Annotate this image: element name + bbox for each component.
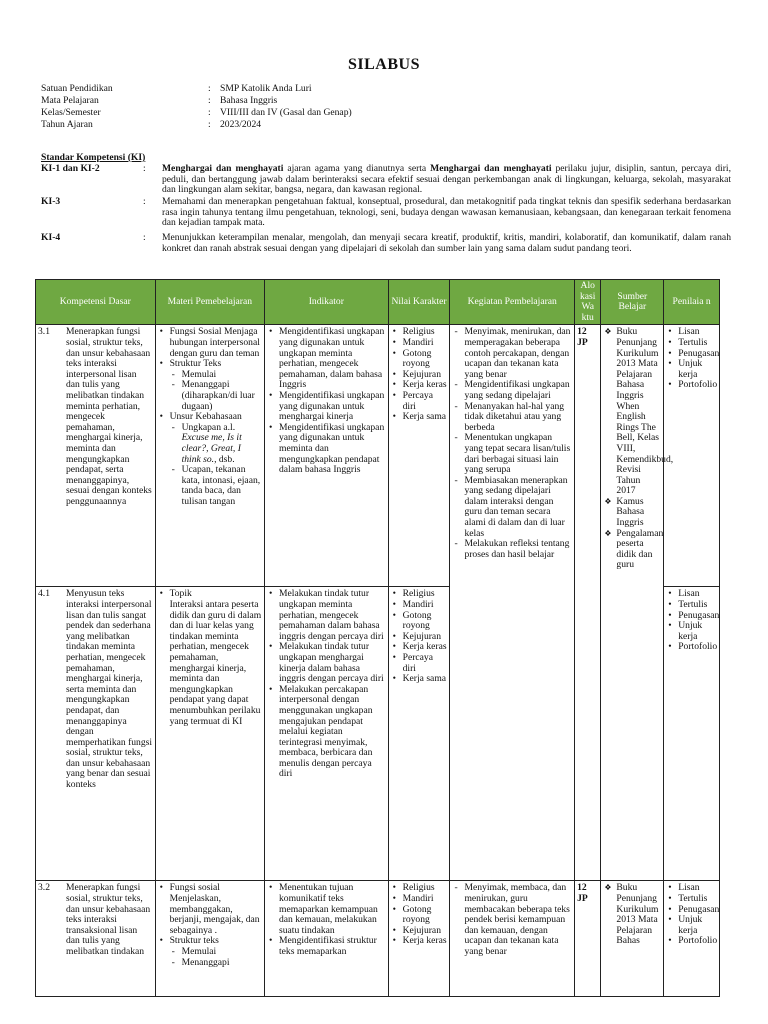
page-title: SILABUS	[348, 56, 420, 73]
indikator-cell	[265, 587, 389, 881]
list-item: • Penugasan	[678, 349, 717, 360]
list-item: • Fungsi Sosial Menjaga hubungan interpersonal dengan guru dan teman	[170, 327, 262, 359]
kd-number: 3.1	[38, 326, 50, 338]
list-item: - Mengidentifikasi ungkapan yang sedang dipelajari	[464, 380, 572, 401]
list-item: • Melakukan percakapan interpersonal dengan menggunakan ungkapan mengajukan pendapat melalui kegiatan terintegrasi menyimak, membaca, berbicara dan menulis dengan percaya diri	[279, 685, 386, 780]
ki-label: KI-3	[41, 196, 61, 207]
info-row-mapel: Mata Pelajaran : Bahasa Inggris	[41, 95, 278, 106]
kegiatan-cell	[450, 325, 575, 881]
list-item: • Penugasan	[678, 611, 717, 622]
info-value: VIII/III dan IV (Gasal dan Genap)	[220, 107, 352, 118]
standar-heading: Standar Kompetensi (KI)	[41, 152, 146, 163]
list-item: • Mengidentifikasi ungkapan yang digunakan untuk ungkapan meminta perhatian, mengecek pemahaman, dalam bahasa Inggris	[279, 327, 386, 391]
list-item: • Kejujuran	[403, 926, 448, 937]
list-item: - Menanyakan hal-hal yang tidak diketahui atau yang berbeda	[464, 402, 572, 434]
list-item: • Kerja keras	[403, 380, 448, 391]
list-item: • Mengidentifikasi ungkapan yang digunakan untuk meminta dan mengungkapkan pendapat dalam bahasa Inggris	[279, 423, 386, 476]
list-item: - Ucapan, tekanan kata, intonasi, ejaan, tanda baca, dan tulisan tangan	[182, 465, 262, 507]
kd-text: Menerapkan fungsi sosial, struktur teks, dan unsur kebahasaan teks interaksi transaksional lisan dan tulis yang melibatkan tindakan	[66, 882, 151, 957]
list-item: • Mengidentifikasi struktur teks memaparkan	[279, 936, 386, 957]
list-item: ❖ Buku Penunjang Kurikulum 2013 Mata Pelajaran Bahas	[616, 883, 661, 947]
info-row-tahun: Tahun Ajaran : 2023/2024	[41, 119, 262, 130]
list-item: • Mandiri	[403, 600, 448, 611]
list-item: • Penugasan	[678, 905, 717, 916]
list-item: • Tertulis	[678, 894, 717, 905]
nilai-cell	[388, 587, 450, 881]
alokasi-cell: 12 JP	[575, 881, 601, 997]
list-item: - Menentukan ungkapan yang tepat secara lisan/tulis dari berbagai situasi lain yang serupa	[464, 433, 572, 475]
ki-label: KI-1 dan KI-2	[41, 163, 100, 174]
col-materi: Materi Pemebelajaran	[155, 280, 264, 325]
list-item: • Unjuk kerja	[678, 359, 717, 380]
list-item: - Menanggapi	[182, 958, 262, 969]
kd-cell	[36, 881, 156, 997]
ki-text: Memahami dan menerapkan pengetahuan faktual, konseptual, prosedural, dan metakognitif pada tingkat teknis dan spesifik sederhana berdasarkan rasa ingin tahunya tentang ilmu pengetahuan, teknologi, seni, budaya dengan wawasan kemanusiaan, kebangsaan, dan kenegaraan terkait fenomena dan kejadian tampak mata.	[162, 196, 731, 229]
info-label: Mata Pelajaran	[41, 95, 99, 106]
col-alokasi: Alo kasi Wa ktu	[575, 280, 601, 325]
list-item: • Religius	[403, 327, 448, 338]
ki-text: Menghargai dan menghayati ajaran agama yang dianutnya serta Menghargai dan menghayati perilaku jujur, disiplin, santun, percaya diri, peduli, dan bertanggung jawab dalam berinteraksi secara efektif sesuai dengan perkembangan anak di lingkungan, keluarga, sekolah, masyarakat dan lingkungan alam sekitar, bangsa, negara, dan kawasan regional.	[162, 163, 731, 196]
identity-block	[41, 83, 352, 131]
table-row	[36, 325, 720, 587]
kd-cell	[36, 587, 156, 881]
materi-cell	[155, 587, 264, 881]
list-item: • Tertulis	[678, 600, 717, 611]
info-label: Tahun Ajaran	[41, 119, 93, 130]
list-item: • Gotong royong	[403, 611, 448, 632]
info-value: SMP Katolik Anda Luri	[220, 83, 312, 94]
penilaian-cell	[664, 881, 720, 997]
list-item: • Fungsi sosial Menjelaskan, membanggakan, berjanji, mengajak, dan sebagainya .	[170, 883, 262, 936]
col-nilai-karakter: Nilai Karakter	[388, 280, 450, 325]
col-kegiatan: Kegiatan Pembelajaran	[450, 280, 575, 325]
ki-3: KI-3 : Memahami dan menerapkan pengetahuan faktual, konseptual, prosedural, dan metakognitif pada tingkat teknis dan spesifik sederhana berdasarkan rasa ingin tahunya tentang ilmu pengetahuan, teknologi, seni, budaya dengan wawasan kemanusiaan, kebangsaan, dan kenegaraan terkait fenomena dan kejadian tampak mata.	[41, 196, 731, 229]
info-label: Kelas/Semester	[41, 107, 101, 118]
list-item: • Lisan	[678, 883, 717, 894]
kegiatan-cell	[450, 881, 575, 997]
ki-text: Menunjukkan keterampilan menalar, mengolah, dan menyaji secara kreatif, produktif, kritis, mandiri, kolaboratif, dan komunikatif, dalam ranah konkret dan ranah abstrak sesuai dengan yang dipelajari di sekolah dan sumber lain yang sama dalam sudut pandang teori.	[162, 232, 731, 254]
list-item: - Menyimak, menirukan, dan memperagakan beberapa contoh percakapan, dengan ucapan dan tekanan kata yang benar	[464, 327, 572, 380]
list-item: • Lisan	[678, 589, 717, 600]
nilai-cell	[388, 881, 450, 997]
materi-cell	[155, 881, 264, 997]
list-item: • Unjuk kerja	[678, 915, 717, 936]
list-item: • Unsur Kebahasaan - Ungkapan a.l. Excuse me, Is it clear?, Great, I think so., dsb. - Ucapan, tekanan kata, intonasi, ejaan, tanda baca, dan tulisan tangan	[170, 412, 262, 507]
list-item: • Lisan	[678, 327, 717, 338]
indikator-cell	[265, 325, 389, 587]
list-item: • Portofolio	[678, 936, 717, 947]
list-item: • Kejujuran	[403, 370, 448, 381]
kd-number: 4.1	[38, 588, 50, 600]
list-item: • Mandiri	[403, 338, 448, 349]
list-item: • Mengidentifikasi ungkapan yang digunakan untuk menghargai kinerja	[279, 391, 386, 423]
list-item: • Topik Interaksi antara peserta didik dan guru di dalam dan di luar kelas yang tindakan meminta perhatian, mengecek pemahaman, menghargai kinerja, meminta dan mengungkapkan pendapat yang dapat menumbuhkan perilaku yang termuat di KI	[170, 589, 262, 727]
ki-label: KI-4	[41, 232, 61, 243]
list-item: • Melakukan tindak tutur ungkapan menghargai kinerja dalam bahasa inggris dengan percaya diri	[279, 642, 386, 684]
list-item: • Melakukan tindak tutur ungkapan meminta perhatian, mengecek pemahaman dalam bahasa inggris dengan percaya diri	[279, 589, 386, 642]
kd-text: Menerapkan fungsi sosial, struktur teks, dan unsur kebahasaan teks interaksi interpersonal lisan dan tulis yang melibatkan tindakan meminta perhatian, mengecek pemahaman, menghargai kinerja, meminta dan mengungkapkan pendapat, serta menanggapinya, sesuai dengan konteks penggunaannya	[66, 326, 152, 507]
list-item: ❖ Pengalaman peserta didik dan guru	[616, 529, 661, 571]
list-item: • Religius	[403, 883, 448, 894]
list-item: • Unjuk kerja	[678, 621, 717, 642]
kd-cell	[36, 325, 156, 587]
col-sumber: Sumber Belajar	[601, 280, 664, 325]
list-item: - Ungkapan a.l. Excuse me, Is it clear?, Great, I think so., dsb.	[182, 423, 262, 465]
list-item: • Kerja keras	[403, 642, 448, 653]
info-row-kelas: Kelas/Semester : VIII/III dan IV (Gasal dan Genap)	[41, 107, 352, 118]
list-item: • Kerja keras	[403, 936, 448, 947]
alokasi-cell: 12 JP	[575, 325, 601, 881]
list-item: ❖ Kamus Bahasa Inggris	[616, 497, 661, 529]
syllabus-table	[35, 279, 720, 997]
list-item: - Memulai	[182, 370, 262, 381]
list-item: • Mandiri	[403, 894, 448, 905]
list-item: • Tertulis	[678, 338, 717, 349]
ki-1-2: KI-1 dan KI-2 : Menghargai dan menghayati ajaran agama yang dianutnya serta Menghargai dan menghayati perilaku jujur, disiplin, santun, percaya diri, peduli, dan bertanggung jawab dalam berinteraksi secara efektif sesuai dengan perkembangan anak di lingkungan, keluarga, sekolah, masyarakat dan lingkungan alam sekitar, bangsa, negara, dan kawasan regional.	[41, 163, 731, 196]
list-item: - Melakukan refleksi tentang proses dan hasil belajar	[464, 539, 572, 560]
sumber-cell	[601, 325, 674, 881]
list-item: • Struktur Teks - Memulai - Menanggapi (diharapkan/di luar dugaan)	[170, 359, 262, 412]
list-item: • Kejujuran	[403, 632, 448, 643]
sumber-cell	[601, 881, 664, 997]
table-header-row	[36, 280, 720, 325]
list-item: - Membiasakan menerapkan yang sedang dipelajari dalam interaksi dengan guru dan teman secara alami di dalam dan di luar kelas	[464, 476, 572, 540]
nilai-cell	[388, 325, 450, 587]
indikator-cell	[265, 881, 389, 997]
list-item: - Memulai	[182, 947, 262, 958]
info-label: Satuan Pendidikan	[41, 83, 113, 94]
list-item: • Struktur teks - Memulai - Menanggapi	[170, 936, 262, 968]
kd-number: 3.2	[38, 882, 50, 894]
table-row	[36, 881, 720, 997]
col-kompetensi-dasar: Kompetensi Dasar	[36, 280, 156, 325]
kd-text: Menyusun teks interaksi interpersonal lisan dan tulis sangat pendek dan sederhana yang melibatkan tindakan meminta perhatian, mengecek pemahaman, menghargai kinerja, serta meminta dan mengungkapkan pendapat, dan menanggapinya dengan memperhatikan fungsi sosial, struktur teks, dan unsur kebahasaan yang benar dan sesuai konteks	[66, 588, 153, 791]
list-item: • Kerja sama	[403, 412, 448, 423]
info-value: Bahasa Inggris	[220, 95, 278, 106]
materi-cell	[155, 325, 264, 587]
list-item: - Menyimak, membaca, dan menirukan, guru membacakan beberapa teks pendek berisi kemampuan dan kemauan, dengan ucapan dan tekanan kata yang benar	[464, 883, 572, 957]
info-value: 2023/2024	[220, 119, 262, 130]
col-indikator: Indikator	[265, 280, 389, 325]
list-item: • Percaya diri	[403, 391, 448, 412]
list-item: - Menanggapi (diharapkan/di luar dugaan)	[182, 380, 262, 412]
list-item: ❖ Buku Penunjang Kurikulum 2013 Mata Pelajaran Bahasa Inggris When English Rings The Bell, Kelas VIII, Kemendikbud, Revisi Tahun 2017	[616, 327, 661, 497]
list-item: • Portofolio	[678, 380, 717, 391]
list-item: • Gotong royong	[403, 905, 448, 926]
list-item: • Portofolio	[678, 642, 717, 653]
list-item: • Religius	[403, 589, 448, 600]
col-penilaian: Penilaia n	[664, 280, 720, 325]
list-item: • Gotong royong	[403, 349, 448, 370]
info-row-satuan: Satuan Pendidikan : SMP Katolik Anda Luri	[41, 83, 312, 94]
list-item: • Menentukan tujuan komunikatif teks memaparkan kemampuan dan kemauan, melakukan suatu tindakan	[279, 883, 386, 936]
penilaian-cell	[664, 587, 720, 881]
list-item: • Percaya diri	[403, 653, 448, 674]
ki-4: KI-4 : Menunjukkan keterampilan menalar, mengolah, dan menyaji secara kreatif, produktif, kritis, mandiri, kolaboratif, dan komunikatif, dalam ranah konkret dan ranah abstrak sesuai dengan yang dipelajari di sekolah dan sumber lain yang sama dalam sudut pandang teori.	[41, 232, 731, 254]
list-item: • Kerja sama	[403, 674, 448, 685]
